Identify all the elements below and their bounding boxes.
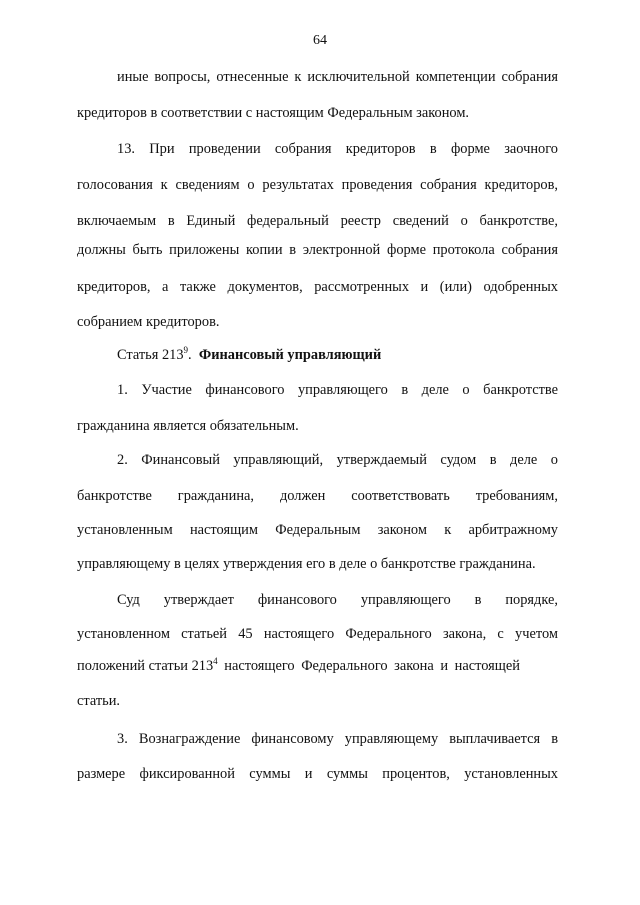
text-line: кредиторов в соответствии с настоящим Федеральным законом.	[77, 105, 470, 121]
text-line: банкротстве гражданина, должен соответствовать требованиям,	[77, 488, 558, 504]
text-line: 3. Вознаграждение финансовому управляющему выплачивается в	[117, 731, 558, 747]
text-line: 13. При проведении собрания кредиторов в форме заочного	[117, 141, 558, 157]
article-heading	[117, 346, 558, 364]
article-dot: .	[188, 347, 192, 363]
text-line: включаемым в Единый федеральный реестр сведений о банкротстве,	[77, 213, 558, 229]
text-segment: настоящего Федерального закона и настоящей	[217, 658, 520, 674]
article-number: Статья 213	[117, 347, 184, 363]
text-line: установленном статьей 45 настоящего Федерального закона, с учетом	[77, 626, 558, 642]
text-line: размере фиксированной суммы и суммы процентов, установленных	[77, 766, 558, 782]
article-superscript: 9	[183, 345, 189, 355]
text-line: иные вопросы, отнесенные к исключительной компетенции собрания	[117, 69, 558, 85]
text-line: статьи.	[77, 693, 121, 709]
text-line: голосования к сведениям о результатах проведения собрания кредиторов,	[77, 177, 558, 193]
article-title: Финансовый управляющий	[198, 347, 382, 363]
text-line: гражданина является обязательным.	[77, 418, 299, 434]
text-line: кредиторов, а также документов, рассмотренных и (или) одобренных	[77, 279, 558, 295]
text-line	[77, 657, 558, 675]
text-line: собранием кредиторов.	[77, 314, 220, 330]
text-line: управляющему в целях утверждения его в деле о банкротстве гражданина.	[77, 556, 536, 572]
text-line: 1. Участие финансового управляющего в деле о банкротстве	[117, 382, 558, 398]
text-line: должны быть приложены копии в электронной форме протокола собрания	[77, 242, 558, 258]
text-line: 2. Финансовый управляющий, утверждаемый судом в деле о	[117, 452, 558, 468]
article-superscript: 4	[213, 656, 218, 666]
text-line: Суд утверждает финансового управляющего в порядке,	[117, 592, 558, 608]
page-number: 64	[313, 33, 327, 48]
text-segment: положений статьи 213	[77, 658, 214, 674]
text-line: установленным настоящим Федеральным законом к арбитражному	[77, 522, 558, 538]
